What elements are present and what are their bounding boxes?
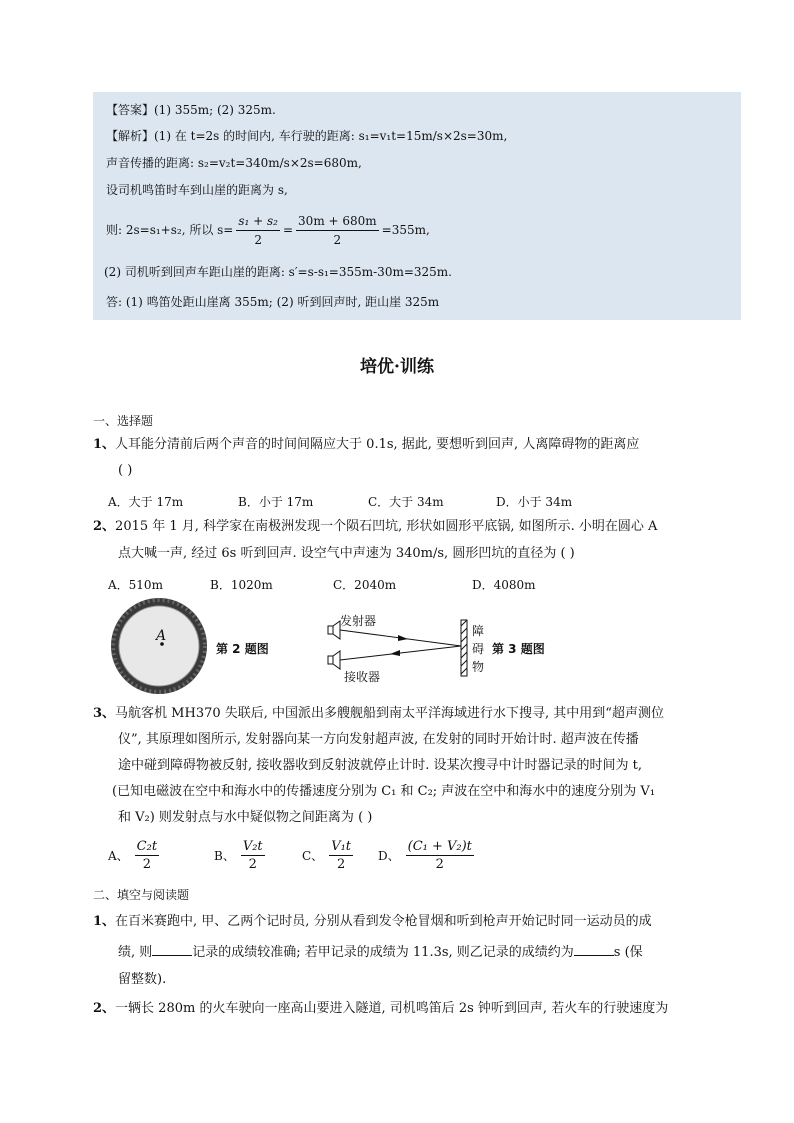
question-text: 和 V₂) 则发射点与水中疑似物之间距离为 ( ) — [118, 810, 373, 825]
formula-prefix: 则: 2s=s₁+s₂, 所以 s= — [106, 223, 234, 237]
question-text: 留整数). — [118, 972, 167, 987]
point-a-label: A — [156, 628, 167, 644]
arrow-icon — [398, 635, 408, 641]
fraction-denominator: 2 — [142, 857, 151, 872]
option-a: A．大于 17m — [108, 495, 184, 509]
fraction-numerator: C₂t — [136, 839, 158, 854]
option-letter: A、 — [108, 849, 129, 863]
section-heading: 一、选择题 — [93, 414, 154, 428]
reflected-ray — [340, 646, 461, 660]
fraction-denominator: 2 — [336, 857, 346, 872]
option-fraction — [135, 838, 159, 873]
analysis-line: (2) 司机听到回声车距山崖的距离: s′=s-s₁=355m-30m=325m. — [104, 265, 452, 279]
question-text: 马航客机 MH370 失联后, 中国派出多艘舰船到南太平洋海域进行水下搜寻, 其中用到“超声测位 — [115, 706, 664, 721]
obstacle-label-2: 碍 — [472, 642, 485, 656]
emitter-label: 发射器 — [340, 614, 377, 628]
analysis-line: 设司机鸣笛时车到山崖的距离为 s, — [106, 183, 288, 197]
question-3 — [93, 705, 664, 723]
section-title: 培优·训练 — [360, 357, 434, 377]
option-c — [302, 838, 353, 873]
conclusion-line: 答: (1) 鸣笛处距山崖离 355m; (2) 听到回声时, 距山崖 325m — [106, 295, 440, 309]
question-text: (已知电磁波在空中和海水中的传播速度分别为 C₁ 和 C₂; 声波在空中和海水中的速度分别为 V₁ — [112, 784, 656, 799]
option-d — [378, 838, 474, 873]
figure-3-caption: 第 3 题图 — [492, 642, 545, 656]
question-number: 1、 — [93, 437, 116, 452]
obstacle-label-3: 物 — [472, 660, 485, 674]
option-d: D．4080m — [472, 578, 536, 592]
formula-suffix: =355m, — [381, 223, 430, 237]
equals-sign: = — [282, 223, 294, 237]
fill-question-1 — [93, 913, 652, 931]
crater-floor — [119, 606, 199, 686]
arrow-icon — [390, 650, 400, 656]
crater-figure — [104, 596, 214, 696]
option-fraction — [406, 838, 474, 873]
analysis-line: 【解析】(1) 在 t=2s 的时间内, 车行驶的距离: s₁=v₁t=15m/s×2s=30m, — [106, 129, 508, 143]
option-d: D．小于 34m — [496, 495, 573, 509]
fill-question-2 — [93, 1000, 668, 1018]
option-letter: D、 — [378, 849, 400, 863]
option-c: C．大于 34m — [368, 495, 444, 509]
answer-blank-1[interactable] — [152, 943, 192, 956]
option-letter: C、 — [302, 849, 324, 863]
fraction-numerator: V₁t — [331, 839, 352, 854]
question-number: 2、 — [93, 519, 116, 534]
question-text: 在百米赛跑中, 甲、乙两个记时员, 分别从看到发令枪冒烟和听到枪声开始记时同一运动员的成 — [115, 914, 652, 929]
option-letter: B、 — [214, 849, 235, 863]
question-1 — [93, 436, 639, 454]
fraction-denominator: 2 — [435, 857, 444, 872]
option-a — [108, 838, 159, 873]
option-a: A．510m — [108, 578, 163, 592]
answer-box — [93, 92, 741, 320]
fraction-numerator: V₂t — [242, 839, 263, 854]
fraction-1-numerator: s₁ + s₂ — [236, 212, 280, 231]
question-text: 人耳能分清前后两个声音的时间间隔应大于 0.1s, 据此, 要想听到回声, 人离障碍物的距离应 — [115, 437, 640, 452]
question-text: 2015 年 1 月, 科学家在南极洲发现一个陨石凹坑, 形状如圆形平底锅, 如图所示. 小明在圆心 A — [115, 519, 658, 534]
answer-line: 【答案】(1) 355m; (2) 325m. — [106, 103, 276, 117]
fraction-1-denominator: 2 — [254, 233, 262, 247]
option-b: B．小于 17m — [238, 495, 314, 509]
question-text: 途中碰到障碍物被反射, 接收器收到反射波就停止计时. 设某次搜寻中计时器记录的时间为 t, — [118, 758, 643, 773]
question-text: 一辆长 280m 的火车驶向一座高山要进入隧道, 司机鸣笛后 2s 钟听到回声, 若火车的行驶速度为 — [115, 1001, 669, 1016]
analysis-formula — [106, 212, 430, 249]
figure-2-caption: 第 2 题图 — [216, 642, 269, 656]
option-c: C．2040m — [333, 578, 397, 592]
analysis-line: 声音传播的距离: s₂=v₂t=340m/s×2s=680m, — [106, 156, 362, 170]
option-fraction — [329, 838, 353, 873]
question-number: 1、 — [93, 914, 116, 929]
text-segment: s (保 — [613, 945, 643, 960]
fraction-2-numerator: 30m + 680m — [296, 212, 379, 231]
question-text — [118, 943, 643, 962]
fraction-1 — [236, 212, 280, 249]
answer-blank-2[interactable] — [574, 943, 614, 956]
obstacle-wall — [461, 620, 467, 676]
receiver-label: 接收器 — [344, 670, 381, 684]
fraction-numerator: (C₁ + V₂)t — [407, 839, 472, 854]
fraction-denominator: 2 — [248, 857, 257, 872]
option-fraction — [241, 838, 265, 873]
question-number: 3、 — [93, 706, 116, 721]
section-heading: 二、填空与阅读题 — [93, 888, 190, 902]
question-1-bracket: ( ) — [118, 463, 133, 478]
question-2 — [93, 518, 657, 536]
question-text: 点大喊一声, 经过 6s 听到回声. 设空气中声速为 340m/s, 圆形凹坑的直径为 ( ) — [118, 546, 575, 561]
receiver-icon — [328, 651, 340, 669]
text-segment: 记录的成绩较准确; 若甲记录的成绩为 11.3s, 则乙记录的成绩约为 — [192, 945, 574, 960]
question-text: 仪”, 其原理如图所示, 发射器向某一方向发射超声波, 在发射的同时开始计时. 超声波在传播 — [118, 732, 639, 747]
option-b — [214, 838, 265, 873]
obstacle-label-1: 障 — [472, 624, 485, 638]
option-b: B．1020m — [210, 578, 273, 592]
emitter-icon — [328, 621, 340, 639]
fraction-2 — [296, 212, 379, 249]
fraction-2-denominator: 2 — [333, 233, 342, 247]
question-number: 2、 — [93, 1001, 116, 1016]
text-segment: 绩, 则 — [118, 945, 153, 960]
